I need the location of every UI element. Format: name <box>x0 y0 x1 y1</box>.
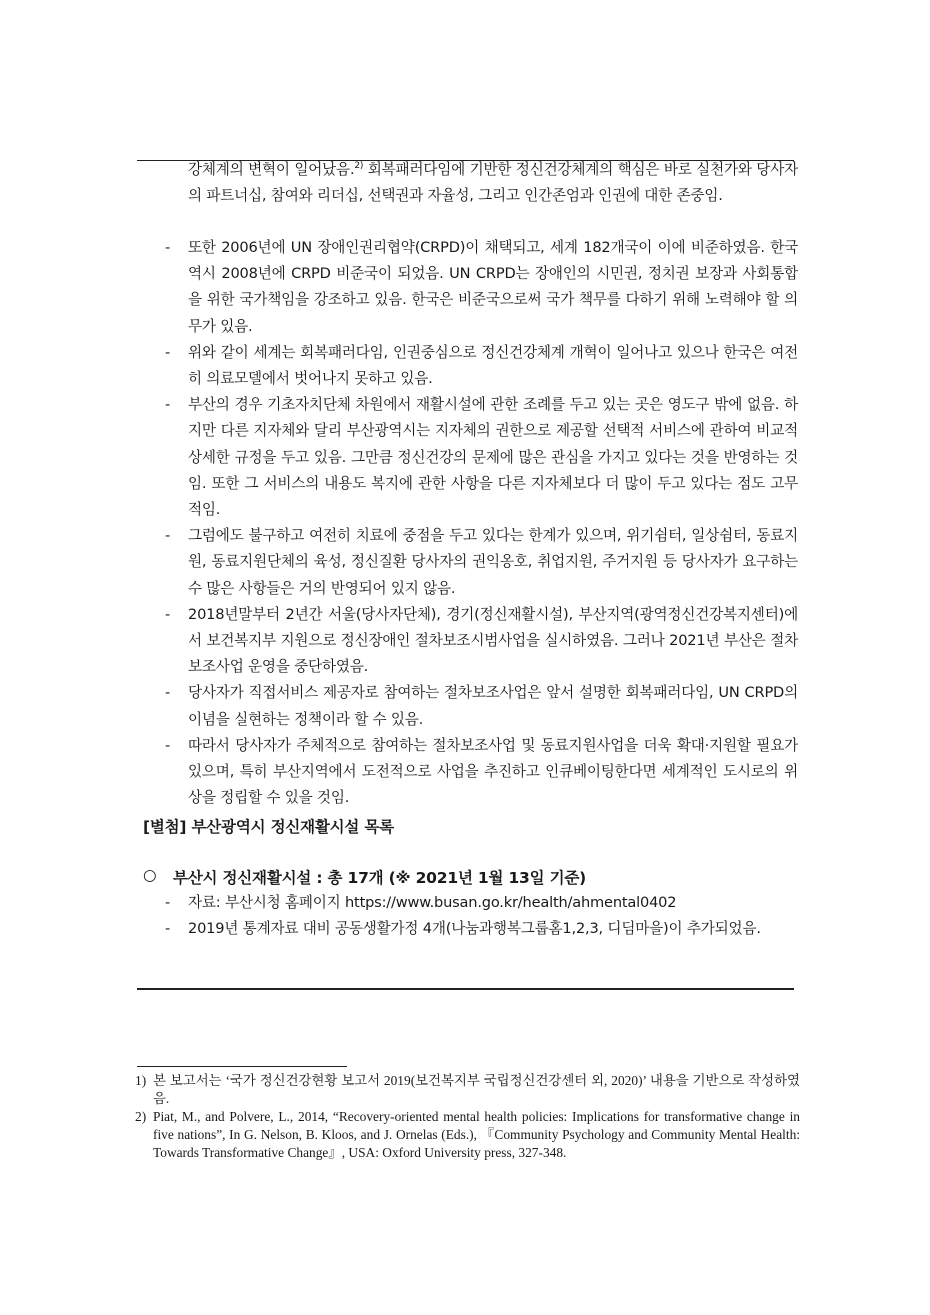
bullet-text: 그럼에도 불구하고 여전히 치료에 중점을 두고 있다는 한계가 있으며, 위기쉼터, 일상쉼터, 동료지원, 동료지원단체의 육성, 정신질환 당사자의 권익옹호, 취업지원, 주거지원 등 당사자가 요구하는 수 많은 사항들은 거의 반영되어 있지 않음. <box>188 527 798 597</box>
source-text: 자료: 부산시청 홈페이지 https://www.busan.go.kr/health/ahmental0402 <box>188 894 677 911</box>
footnote <box>135 1072 800 1108</box>
section-heading-text: 부산시 정신재활시설 : 총 17개 (※ 2021년 1월 13일 기준) <box>173 869 587 887</box>
list-item <box>165 916 798 942</box>
list-item <box>165 680 798 732</box>
bullet-dash: - <box>165 920 171 938</box>
bullet-dash: - <box>165 527 171 545</box>
section-heading <box>143 866 586 888</box>
bullet-text: 2019년 통계자료 대비 공동생활가정 4개(나눔과행복그룹홈1,2,3, 디딤마을)이 추가되었음. <box>188 920 761 938</box>
bullet-dash: - <box>165 894 171 911</box>
bottom-divider <box>137 988 794 990</box>
bullet-text: 위와 같이 세계는 회복패러다임, 인권중심으로 정신건강체계 개혁이 일어나고 있으나 한국은 여전히 의료모델에서 벗어나지 못하고 있음. <box>188 343 798 388</box>
bullet-text: 따라서 당사자가 주체적으로 참여하는 절차보조사업 및 동료지원사업을 더욱 확대·지원할 필요가 있으며, 특히 부산지역에서 도전적으로 사업을 추진하고 인큐베이팅한다면 세계적인 도시로의 위상을 정립할 수 있을 것임. <box>188 736 798 807</box>
footnotes <box>135 1072 800 1162</box>
bullet-dash: - <box>165 239 171 256</box>
circle-bullet-icon: ○ <box>143 866 157 884</box>
list-item <box>165 340 798 392</box>
continuation-text-start: 강체계의 변혁이 일어났음. <box>188 161 355 178</box>
footnote-number: 2) <box>135 1109 147 1124</box>
bullet-list <box>165 235 798 811</box>
list-item <box>165 523 798 602</box>
bullet-text: 당사자가 직접서비스 제공자로 참여하는 절차보조사업은 앞서 설명한 회복패러다임, UN CRPD의 이념을 실현하는 정책이라 할 수 있음. <box>188 684 798 728</box>
continuation-text-end: 회복패러다임에 기반한 정신건강체계의 핵심은 바로 실천가와 당사자의 파트너십, 참여와 리더십, 선택권과 자율성, 그리고 인간존엄과 인권에 대한 존중임. <box>188 161 798 205</box>
section-bullet-list <box>165 890 798 942</box>
footnote <box>135 1108 800 1162</box>
footnote-number: 1) <box>135 1073 147 1088</box>
footnote-divider <box>137 1066 347 1067</box>
list-item <box>165 392 798 523</box>
footnote-text: 본 보고서는 ‘국가 정신건강현황 보고서 2019(보건복지부 국립정신건강센터 외, 2020)’ 내용을 기반으로 작성하였음. <box>153 1073 800 1106</box>
footnote-ref: 2) <box>354 161 364 172</box>
list-item <box>165 890 798 916</box>
bullet-text: 2018년말부터 2년간 서울(당사자단체), 경기(정신재활시설), 부산지역(광역정신건강복지센터)에서 보건복지부 지원으로 정신장애인 절차보조시범사업을 실시하였음. 그러나 2021년 부산은 절차보조사업 운영을 중단하였음. <box>188 605 798 676</box>
continuation-paragraph <box>188 157 798 209</box>
list-item <box>165 235 798 340</box>
list-item <box>165 602 798 681</box>
bullet-dash: - <box>165 343 171 361</box>
list-item <box>165 733 798 812</box>
bullet-text: 또한 2006년에 UN 장애인권리협약(CRPD)이 채택되고, 세계 182개국이 이에 비준하였음. 한국 역시 2008년에 CRPD 비준국이 되었음. UN CRPD는 장애인의 시민권, 정치권 보장과 사회통합을 위한 국가책임을 강조하고 있음. 한국은 비준국으로써 국가 책무를 다하기 위해 노력해야 할 의무가 있음. <box>188 239 798 335</box>
bullet-dash: - <box>165 736 171 754</box>
bullet-dash: - <box>165 684 171 702</box>
footnote-text: Piat, M., and Polvere, L., 2014, “Recovery-oriented mental health policies: Implications for transformative change in five nations”, In G. Nelson, B. Kloos, and J. Ornelas (Eds.), 『Community Psychology and Community Mental Health: Towards Transformative Change』, USA: Oxford University press, 327-348. <box>153 1109 800 1160</box>
annex-title: [별첨] 부산광역시 정신재활시설 목록 <box>143 818 394 836</box>
bullet-dash: - <box>165 605 171 623</box>
bullet-text: 부산의 경우 기초자치단체 차원에서 재활시설에 관한 조례를 두고 있는 곳은 영도구 밖에 없음. 하지만 다른 지자체와 달리 부산광역시는 지자체의 권한으로 제공할 선택적 서비스에 관하여 비교적 상세한 규정을 두고 있음. 그만큼 정신건강의 문제에 많은 관심을 가지고 있다는 것을 반영하는 것임. 또한 그 서비스의 내용도 복지에 관한 사항을 다른 지자체보다 더 많이 두고 있다는 점도 고무적임. <box>188 396 798 519</box>
bullet-dash: - <box>165 396 171 414</box>
